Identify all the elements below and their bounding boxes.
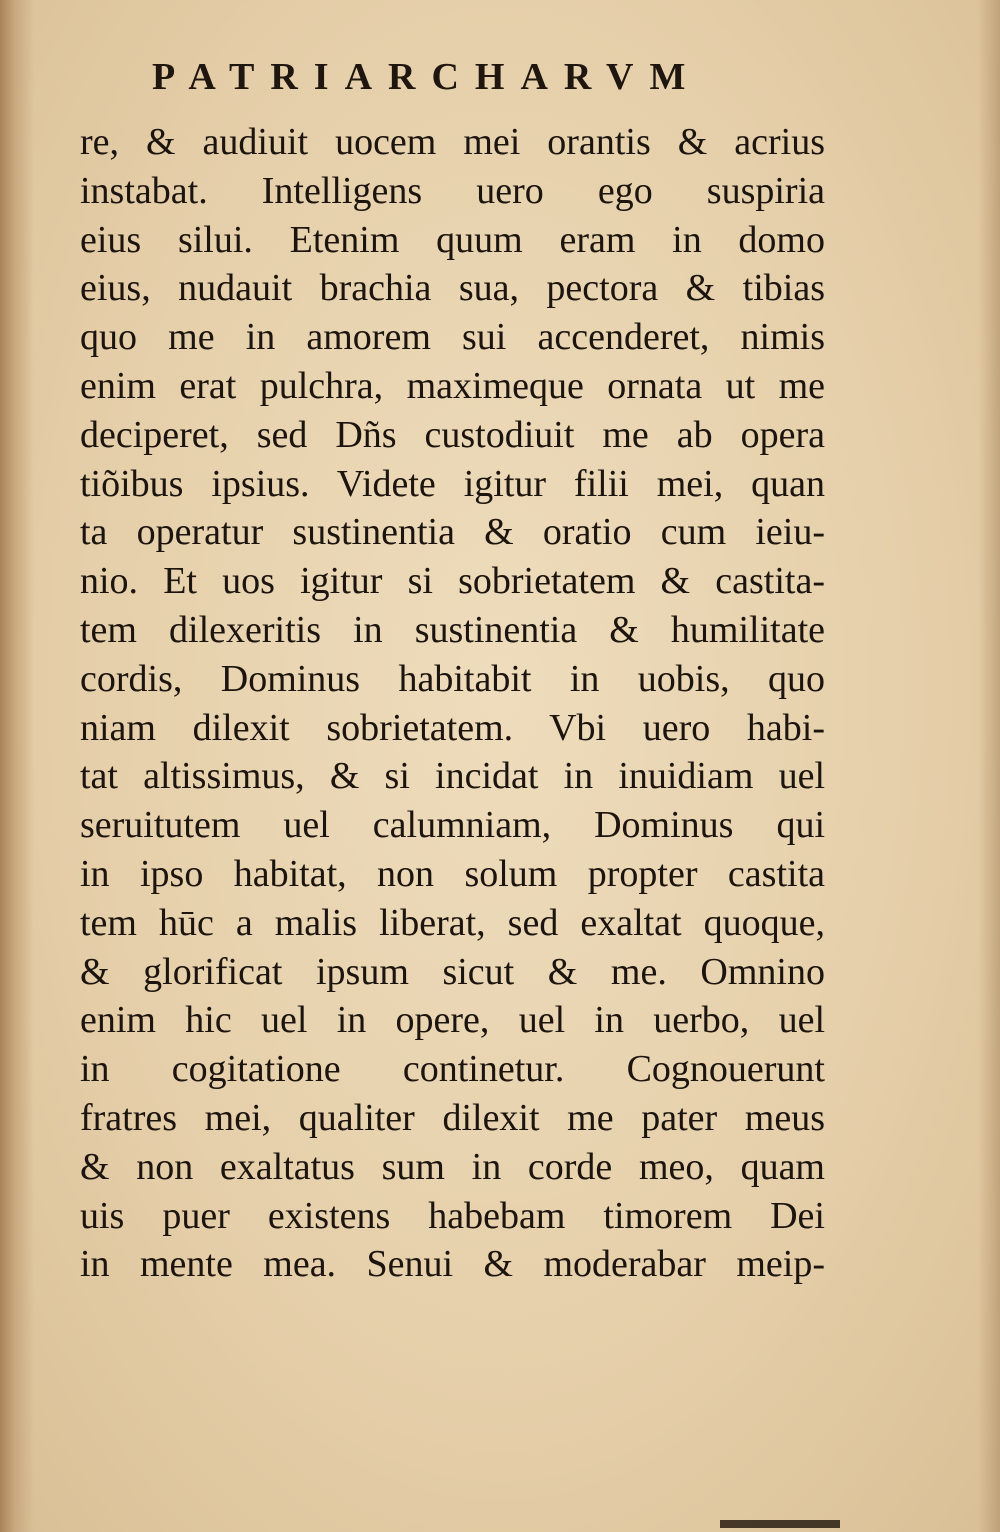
text-line: & glorificat ipsum sicut & me. Omnino [80, 950, 825, 993]
text-line: in mente mea. Senui & moderabar meip- [80, 1243, 825, 1286]
text-line: nio. Et uos igitur si sobrietatem & castita- [80, 560, 825, 603]
text-line: & non exaltatus sum in corde meo, quam [80, 1145, 825, 1188]
text-line: quo me in amorem sui accenderet, nimis [80, 316, 825, 359]
text-line: tem dilexeritis in sustinentia & humilitate [80, 608, 825, 651]
binding-shadow [0, 0, 34, 1532]
text-line: in cogitatione continetur. Cognouerunt [80, 1048, 825, 1091]
text-line: niam dilexit sobrietatem. Vbi uero habi- [80, 706, 825, 749]
text-line: instabat. Intelligens uero ego suspiria [80, 169, 825, 212]
text-line: uis puer existens habebam timorem Dei [80, 1194, 825, 1237]
text-line: seruitutem uel calumniam, Dominus qui [80, 804, 825, 847]
text-line: enim hic uel in opere, uel in uerbo, uel [80, 999, 825, 1042]
text-line: tiõibus ipsius. Videte igitur filii mei, quan [80, 462, 825, 505]
edge-shadow [978, 0, 1000, 1532]
text-line: eius, nudauit brachia sua, pectora & tibias [80, 267, 825, 310]
text-line: deciperet, sed Dñs custodiuit me ab opera [80, 413, 825, 456]
text-block [80, 118, 825, 1289]
text-line: re, & audiuit uocem mei orantis & acrius [80, 121, 825, 163]
text-line: eius silui. Etenim quum eram in domo [80, 218, 825, 261]
text-line: cordis, Dominus habitabit in uobis, quo [80, 657, 825, 700]
text-line: tat altissimus, & si incidat in inuidiam uel [80, 755, 825, 798]
text-line: ta operatur sustinentia & oratio cum ieiu- [80, 511, 825, 554]
page-edge-mark [720, 1520, 840, 1528]
running-head: PATRIARCHARVM [152, 56, 702, 98]
text-line: enim erat pulchra, maximeque ornata ut me [80, 364, 825, 407]
text-line: tem hūc a malis liberat, sed exaltat quoque, [80, 901, 825, 944]
text-line: in ipso habitat, non solum propter castita [80, 852, 825, 895]
text-line: fratres mei, qualiter dilexit me pater meus [80, 1096, 825, 1139]
